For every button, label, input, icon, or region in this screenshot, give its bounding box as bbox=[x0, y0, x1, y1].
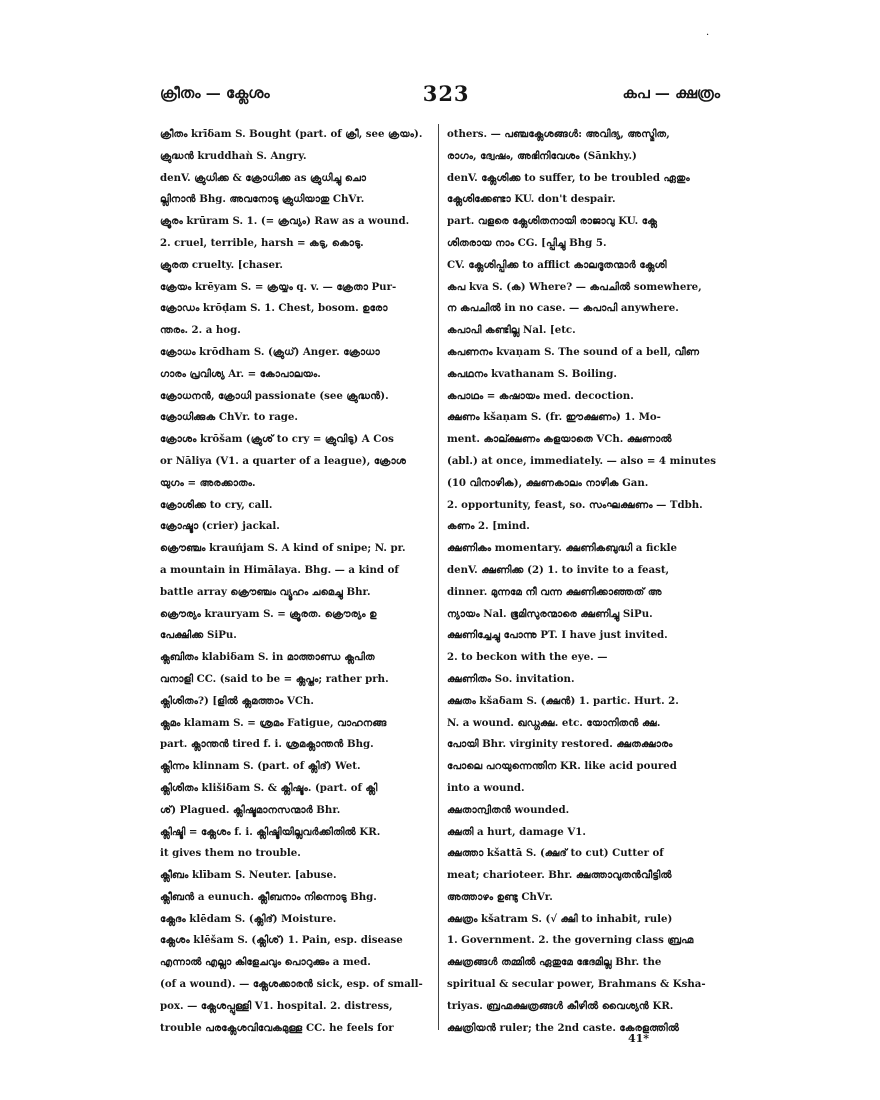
dictionary-line: ല്ലിനാൻ Bhg. അവനോടു ക്രുധിയാതു ChVr. bbox=[160, 193, 365, 206]
dictionary-line: കണം 2. [mind. bbox=[447, 520, 530, 533]
signature-mark: 41* bbox=[628, 1032, 650, 1045]
dictionary-line: ക്രോഡം krōḍam S. 1. Chest, bosom. ഉരോ bbox=[160, 302, 388, 315]
running-header bbox=[160, 78, 720, 108]
dictionary-line: ക്ഷതി a hurt, damage V1. bbox=[447, 825, 586, 838]
dictionary-line: യുഗം = അരക്കാതം. bbox=[160, 476, 256, 489]
dictionary-line: ക്രുദ്ധൻ kruddhaǹ S. Angry. bbox=[160, 149, 307, 162]
dictionary-line: meat; charioteer. Bhr. ക്ഷത്താവുതൻവീട്ടിൽ bbox=[447, 869, 672, 882]
dictionary-line: CV. ക്ലേശിപ്പിക്ക to afflict കാലദൂതന്മാർ ക്ലേശി bbox=[447, 258, 667, 271]
dictionary-line: ന്യായം Nal. ഭൂമിസുരന്മാരെ ക്ഷണിച്ചു SiPu. bbox=[447, 607, 653, 620]
dictionary-line: 2. cruel, terrible, harsh = കടു, കൊടു. bbox=[160, 236, 364, 249]
dictionary-line: trouble പരക്ലേശവിവേകമുള്ള CC. he feels for bbox=[160, 1021, 394, 1034]
dictionary-line: part. ക്ലാന്തൻ tired f. i. ശ്രമക്ലാന്തൻ Bhg. bbox=[160, 738, 374, 751]
speck: · bbox=[706, 30, 710, 41]
dictionary-line: ന്തരം. 2. a hog. bbox=[160, 324, 241, 337]
dictionary-line: ക്രോഷ്ടാ (crier) jackal. bbox=[160, 520, 280, 533]
header-left-guideword: ക്രീതം — ക്ലേശം bbox=[160, 84, 270, 102]
dictionary-line: into a wound. bbox=[447, 781, 525, 794]
dictionary-line: ക്ലിശിതം?) [ളിൽ ക്ലമത്താം VCh. bbox=[160, 694, 314, 707]
dictionary-line: പോയി Bhr. virginity restored. ക്ഷതക്ഷാരം bbox=[447, 738, 673, 751]
dictionary-line: N. a wound. ഖഡ്ഗക്ഷ. etc. യോനിതൻ ക്ഷ. bbox=[447, 716, 661, 729]
page-number: 323 bbox=[422, 80, 470, 106]
dictionary-line: 1. Government. 2. the governing class ബ്രഹ്മ bbox=[447, 934, 694, 947]
dictionary-line: dinner. മുന്നമേ നീ വന്ന ക്ഷണിക്കാഞ്ഞത് അ bbox=[447, 585, 662, 598]
dictionary-line: ക്ലീബൻ a eunuch. ക്ലീബനാം നിന്നൊടു Bhg. bbox=[160, 890, 377, 903]
dictionary-line: രാഗം, ദ്വേഷം, അഭിനിവേശം (Sānkhy.) bbox=[447, 149, 637, 162]
dictionary-line: (of a wound). — ക്ലേശക്കാരൻ sick, esp. of small- bbox=[160, 978, 423, 991]
dictionary-line: a mountain in Himālaya. Bhg. — a kind of bbox=[160, 563, 399, 576]
header-right-guideword: കപ — ക്ഷത്രം bbox=[622, 84, 720, 102]
dictionary-line: ക്ഷതം kšaδam S. (ക്ഷൻ) 1. partic. Hurt. 2. bbox=[447, 694, 679, 707]
dictionary-line: കപണനം kvaṇam S. The sound of a bell, വീണ bbox=[447, 345, 700, 358]
dictionary-line: ക്ലിന്നം klinnam S. (part. of ക്ലിദ്) Wet. bbox=[160, 760, 361, 773]
dictionary-line: ഗാരം പ്രവിശ്യ Ar. = കോപാലയം. bbox=[160, 367, 321, 380]
dictionary-line: pox. — ക്ലേശപ്പുള്ളി V1. hospital. 2. distress, bbox=[160, 999, 393, 1012]
dictionary-line: ക്ഷണം kšaṇam S. (fr. ഈക്ഷണം) 1. Mo- bbox=[447, 411, 661, 424]
dictionary-line: ക്രോശം krōšam (ക്രുശ് to cry = ക്രുവിടു) A Cos bbox=[160, 433, 394, 446]
dictionary-line: ment. കാല്ക്ഷണം കളയാതെ VCh. ക്ഷണാൽ bbox=[447, 433, 672, 446]
dictionary-line: ക്ഷണികം momentary. ക്ഷണികബുദ്ധി a fickle bbox=[447, 542, 677, 555]
dictionary-line: triyas. ബ്രഹ്മക്ഷത്രങ്ങൾ കീഴിൽ വൈശ്യൻ KR. bbox=[447, 999, 674, 1012]
dictionary-line: others. — പഞ്ചക്ലേശങ്ങൾ: അവിദ്യ, അസ്മിത, bbox=[447, 128, 670, 140]
dictionary-line: ക്രേയം krēyam S. = ക്രയ്യം q. v. — ക്രേതാ Pur- bbox=[160, 280, 397, 293]
dictionary-line: denV. ക്ഷണിക്ക (2) 1. to invite to a feast, bbox=[447, 563, 670, 576]
dictionary-line: denV. ക്രുധിക്ക & ക്രോധിക്ക as ക്രുധിച്ചു ചൊ bbox=[160, 171, 367, 184]
dictionary-line: ക്രീതം krīδam S. Bought (part. of ക്രീ, see ക്രയം). bbox=[160, 128, 423, 140]
dictionary-line: (abl.) at once, immediately. — also = 4 minutes bbox=[447, 454, 716, 467]
dictionary-line: കപാഥം = കഷായം med. decoction. bbox=[447, 389, 634, 402]
dictionary-line: പേക്ഷിക്ക SiPu. bbox=[160, 629, 237, 642]
dictionary-line: ക്രൂരം krūram S. 1. (= ക്രവ്യം) Raw as a wound. bbox=[160, 215, 410, 228]
dictionary-line: കപ kva S. (ക) Where? — കപചിൽ somewhere, bbox=[447, 280, 702, 293]
right-column bbox=[447, 124, 727, 1039]
dictionary-line: (10 വിനാഴിക), ക്ഷണകാലം നാഴിക Gan. bbox=[447, 476, 649, 489]
left-column bbox=[160, 124, 458, 1039]
dictionary-line: ക്രോശിക്ക to cry, call. bbox=[160, 498, 273, 511]
dictionary-line: ക്രൌര്യം krauryam S. = ക്രൂരത. ക്രൌര്യം ഉ bbox=[160, 607, 377, 620]
dictionary-line: ക്ലമം klamam S. = ശ്രമം Fatigue, വാഹനങ്ങ bbox=[160, 716, 387, 729]
dictionary-line: ക്ഷണിച്ചേച്ചു പോന്നു PT. I have just invited. bbox=[447, 629, 668, 642]
dictionary-line: ക്ഷത്രിയൻ ruler; the 2nd caste. കേരളത്തിൽ bbox=[447, 1021, 680, 1034]
dictionary-line: denV. ക്ലേശിക്ക to suffer, to be troubled ഏതും bbox=[447, 171, 690, 184]
dictionary-line: ക്ലേദം klēdam S. (ക്ലിദ്) Moisture. bbox=[160, 912, 337, 925]
dictionary-line: ശ്) Plagued. ക്ലിഷ്ടമാനസന്മാർ Bhr. bbox=[160, 803, 341, 816]
dictionary-line: കപാപി കണ്ടില്ല Nal. [etc. bbox=[447, 324, 576, 337]
dictionary-line: ക്ലേശിക്കേണ്ടാ KU. don't despair. bbox=[447, 193, 616, 206]
dictionary-line: ക്ഷതാന്വിതൻ wounded. bbox=[447, 803, 570, 816]
dictionary-line: വനാളി CC. (said to be = ക്ലപ്തം; rather prh. bbox=[160, 672, 389, 685]
dictionary-line: ക്രൌഞ്ചം krauńjam S. A kind of snipe; N. pr. bbox=[160, 542, 406, 555]
dictionary-line: ക്ലിശിതം klišiδam S. & ക്ലിഷ്ടം. (part. of ക്ലി bbox=[160, 781, 378, 794]
dictionary-line: 2. to beckon with the eye. — bbox=[447, 651, 608, 664]
dictionary-line: ക്രോധനൻ, ക്രോധി passionate (see ക്രുദ്ധൻ). bbox=[160, 389, 389, 402]
dictionary-line: ക്ലിഷ്ടി = ക്ലേശം f. i. ക്ലിഷ്ടിയില്ലവർക്കിതിൽ KR. bbox=[160, 825, 381, 838]
dictionary-line: ക്ലീബം klībam S. Neuter. [abuse. bbox=[160, 869, 337, 882]
dictionary-line: പോലെ പറയുന്നെന്തിന KR. like acid poured bbox=[447, 760, 677, 773]
dictionary-line: ക്രോധിക്കുക ChVr. to rage. bbox=[160, 411, 298, 424]
dictionary-line: ന കപചിൽ in no case. — കപാപി anywhere. bbox=[447, 302, 679, 315]
column-divider bbox=[438, 124, 439, 1030]
dictionary-line: ക്ഷത്താ kšattā S. (ക്ഷദ് to cut) Cutter of bbox=[447, 847, 664, 860]
dictionary-line: battle array ക്രൌഞ്ചം വ്യൂഹം ചമെച്ചു Bhr. bbox=[160, 585, 371, 598]
dictionary-line: 2. opportunity, feast, so. സംഘക്ഷണം — Tdbh. bbox=[447, 498, 703, 511]
dictionary-line: ക്ഷണിതം So. invitation. bbox=[447, 672, 575, 685]
dictionary-line: ക്ലേശം klēšam S. (ക്ലിശ്) 1. Pain, esp. disease bbox=[160, 934, 403, 947]
dictionary-line: ശിതരായ നാം CG. [പ്പിച്ചു Bhg 5. bbox=[447, 236, 607, 249]
dictionary-line: it gives them no trouble. bbox=[160, 847, 301, 860]
dictionary-line: ക്ഷത്രങ്ങൾ തമ്മിൽ ഏതുമേ ഭേദമില്ല Bhr. the bbox=[447, 956, 662, 969]
dictionary-line: ക്ലബിതം klabiδam S. in മാത്താണ്ഡ ക്ലപിത bbox=[160, 651, 375, 664]
dictionary-line: ക്രൂരത cruelty. [chaser. bbox=[160, 258, 283, 271]
dictionary-line: എന്നാൽ എല്ലാ കിളേചവും പൊറുക്കും a med. bbox=[160, 956, 371, 969]
dictionary-line: part. വളരെ ക്ലേശിതനായി രാജാവു KU. ക്ലേ bbox=[447, 215, 657, 228]
dictionary-line: ക്ഷത്രം kšatram S. (√ ക്ഷി to inhabit, rule) bbox=[447, 912, 673, 925]
dictionary-line: or Nāliya (V1. a quarter of a league), ക്രോശ bbox=[160, 454, 407, 467]
dictionary-line: കപഥനം kvathanam S. Boiling. bbox=[447, 367, 617, 380]
dictionary-line: ക്രോധം krōdham S. (ക്രുധ്) Anger. ക്രോധാ bbox=[160, 345, 380, 358]
dictionary-line: അത്താഴം ഉണ്ടു ChVr. bbox=[447, 890, 553, 903]
dictionary-line: spiritual & secular power, Brahmans & Ksha- bbox=[447, 978, 706, 991]
